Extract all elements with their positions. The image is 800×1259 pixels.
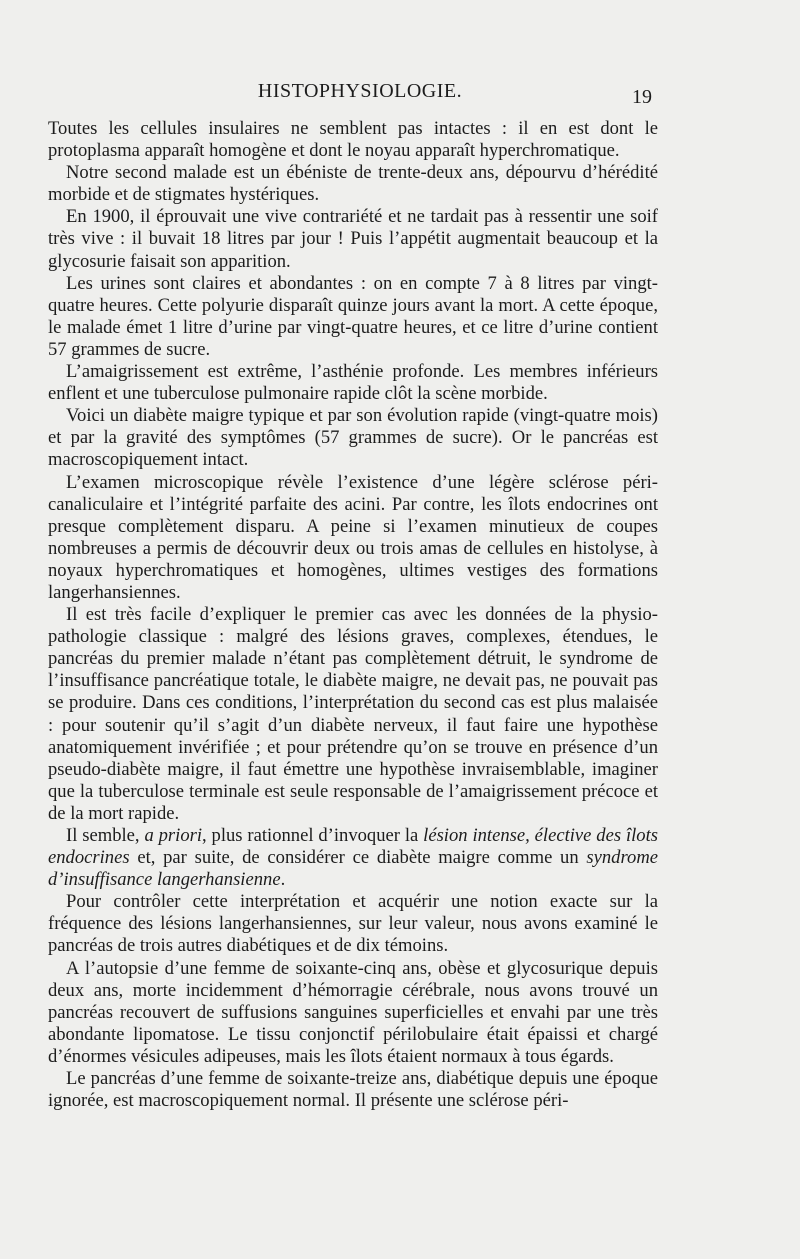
paragraph: Les urines sont claires et abondantes : on en compte 7 à 8 litres par vingt-quatre heures. Cette polyurie disparaît quinze jours avant la mort. A cette époque, le malade émet 1 litre d’urine par vingt-quatre heures, et ce litre d’urine contient 57 grammes de sucre. <box>48 272 658 360</box>
italic-phrase: lésion intense, élective des îlots endocrines <box>48 825 658 869</box>
italic-phrase: syndrome d’insuffisance langerhansienne <box>48 847 658 891</box>
paragraph: Notre second malade est un ébéniste de trente-deux ans, dépourvu d’hérédité morbide et de stigmates hystériques. <box>48 162 658 206</box>
paragraph: Il est très facile d’expliquer le premier cas avec les données de la physio-pathologie classique : malgré des lésions graves, complexes, étendues, le pancréas du premier malade n’étant pas complètement détruit, le syndrome de l’insuffisance pancréatique totale, le diabète maigre, ne devait pas, ne pouvait pas se produire. Dans ces conditions, l’interprétation du second cas est plus malaisée : pour soutenir qu’il s’agit d’un diabète nerveux, il faut faire une hypothèse anatomiquement invérifiée ; et pour prétendre qu’on se trouve en présence d’un pseudo-diabète maigre, il faut émettre une hypothèse invraisemblable, imaginer que la tuberculose terminale est seule responsable de l’amaigrissement précoce et de la mort rapide. <box>48 604 658 824</box>
paragraph: A l’autopsie d’une femme de soixante-cinq ans, obèse et glycosurique depuis deux ans, morte incidemment d’hémorragie cérébrale, nous avons trouvé un pancréas recouvert de suffusions sanguines superficielles et envahi par une très abondante lipomatose. Le tissu conjonctif périlobulaire était épaissi et chargé d’énormes vésicules adipeuses, mais les îlots étaient normaux à tous égards. <box>48 957 658 1067</box>
page-header <box>40 80 680 103</box>
paragraph: Toutes les cellules insulaires ne semblent pas intactes : il en est dont le protoplasma apparaît homogène et dont le noyau apparaît hyperchromatique. <box>48 118 658 162</box>
text-run: et, par suite, de considérer ce diabète maigre comme un <box>129 847 587 869</box>
text-run: Il semble, <box>66 825 145 846</box>
body-text <box>48 118 658 1112</box>
paragraph: En 1900, il éprouvait une vive contrariété et ne tardait pas à ressentir une soif très vive : il buvait 18 litres par jour ! Puis l’appétit augmentait beaucoup et la glycosurie faisait son apparition. <box>48 206 658 272</box>
paragraph: Le pancréas d’une femme de soixante-treize ans, diabétique depuis une époque ignorée, est macroscopiquement normal. Il présente une sclérose péri- <box>48 1068 658 1112</box>
italic-phrase: a priori <box>144 825 203 846</box>
text-run: . <box>280 869 286 891</box>
running-title: HISTOPHYSIOLOGIE. <box>257 80 463 102</box>
text-run: , plus rationnel d’invoquer la <box>202 825 424 846</box>
paragraph <box>48 825 658 891</box>
paragraph: L’amaigrissement est extrême, l’asthénie profonde. Les membres inférieurs enflent et une tuberculose pulmonaire rapide clôt la scène morbide. <box>48 361 658 405</box>
paragraph: L’examen microscopique révèle l’existence d’une légère sclérose péri-canaliculaire et l’intégrité parfaite des acini. Par contre, les îlots endocrines ont presque complètement disparu. A peine si l’examen minutieux de coupes nombreuses a permis de découvrir deux ou trois amas de cellules en histolyse, à noyaux hyperchromatiques et homogènes, ultimes vestiges des formations langerhansiennes. <box>48 471 658 603</box>
paragraph: Pour contrôler cette interprétation et acquérir une notion exacte sur la fréquence des lésions langerhansiennes, sur leur valeur, nous avons examiné le pancréas de trois autres diabétiques et de dix témoins. <box>48 891 658 957</box>
page-number: 19 <box>632 86 652 108</box>
paragraph: Voici un diabète maigre typique et par son évolution rapide (vingt-quatre mois) et par la gravité des symptômes (57 grammes de sucre). Or le pancréas est macroscopiquement intact. <box>48 405 658 471</box>
